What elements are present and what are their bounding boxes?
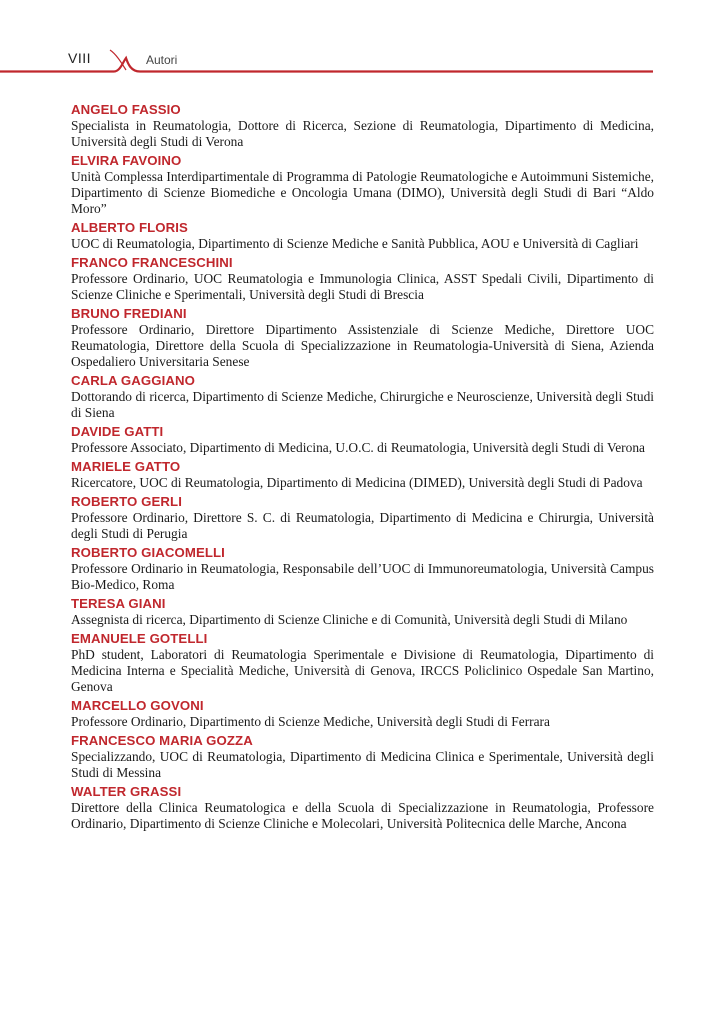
author-name: MARCELLO GOVONI [71, 698, 204, 713]
author-name: ELVIRA FAVOINO [71, 153, 182, 168]
author-name: ROBERTO GIACOMELLI [71, 545, 225, 560]
author-list [71, 101, 654, 834]
author-entry [71, 372, 654, 421]
author-entry [71, 219, 654, 252]
author-name: WALTER GRASSI [71, 784, 182, 799]
author-affiliation: Professore Associato, Dipartimento di Medicina, U.O.C. di Reumatologia, Università degli Studi di Verona [71, 440, 645, 455]
author-affiliation: Specialista in Reumatologia, Dottore di Ricerca, Sezione di Reumatologia, Dipartimento di Medicina, Università degli Studi di Verona [71, 118, 654, 149]
author-name: ALBERTO FLORIS [71, 220, 188, 235]
author-affiliation: Dottorando di ricerca, Dipartimento di Scienze Mediche, Chirurgiche e Neuroscienze, Università degli Studi di Siena [71, 389, 654, 420]
author-name: BRUNO FREDIANI [71, 306, 187, 321]
author-entry [71, 493, 654, 542]
author-affiliation: Unità Complessa Interdipartimentale di Programma di Patologie Reumatologiche e Autoimmuni Sistemiche, Dipartimento di Scienze Biomediche e Oncologia Umana (DIMO), Università degli Studi di Bari “Aldo Moro” [71, 169, 654, 216]
author-entry [71, 152, 654, 217]
author-entry [71, 458, 654, 491]
author-name: DAVIDE GATTI [71, 424, 164, 439]
page-number: VIII [68, 50, 92, 66]
author-affiliation: Ricercatore, UOC di Reumatologia, Dipartimento di Medicina (DIMED), Università degli Studi di Padova [71, 475, 643, 490]
author-affiliation: Professore Ordinario, UOC Reumatologia e Immunologia Clinica, ASST Spedali Civili, Dipartimento di Scienze Cliniche e Sperimentali, Università degli Studi di Brescia [71, 271, 654, 302]
author-name: ANGELO FASSIO [71, 102, 181, 117]
author-affiliation: Specializzando, UOC di Reumatologia, Dipartimento di Medicina Clinica e Sperimentale, Università degli Studi di Messina [71, 749, 654, 780]
author-entry [71, 101, 654, 150]
page-header [0, 0, 723, 80]
author-entry [71, 305, 654, 370]
author-entry [71, 544, 654, 593]
author-entry [71, 783, 654, 832]
author-affiliation: Professore Ordinario in Reumatologia, Responsabile dell’UOC di Immunoreumatologia, Università Campus Bio-Medico, Roma [71, 561, 654, 592]
author-name: EMANUELE GOTELLI [71, 631, 208, 646]
author-entry [71, 423, 654, 456]
author-affiliation: PhD student, Laboratori di Reumatologia Sperimentale e Divisione di Reumatologia, Dipartimento di Medicina Interna e Specialità Mediche, Università di Genova, IRCCS Policlinico Ospedale San Martino, Genova [71, 647, 654, 694]
author-affiliation: Assegnista di ricerca, Dipartimento di Scienze Cliniche e di Comunità, Università degli Studi di Milano [71, 612, 628, 627]
author-name: MARIELE GATTO [71, 459, 181, 474]
author-affiliation: Professore Ordinario, Direttore Dipartimento Assistenziale di Scienze Mediche, Direttore UOC Reumatologia, Direttore della Scuola di Specializzazione in Reumatologia-Università di Siena, Azienda Ospedaliero Universitaria Senese [71, 322, 654, 369]
author-name: CARLA GAGGIANO [71, 373, 195, 388]
author-name: ROBERTO GERLI [71, 494, 182, 509]
author-affiliation: Direttore della Clinica Reumatologica e della Scuola di Specializzazione in Reumatologia, Professore Ordinario, Dipartimento di Scienze Cliniche e Molecolari, Università Politecnica delle Marche, Ancona [71, 800, 654, 831]
author-name: TERESA GIANI [71, 596, 166, 611]
author-entry [71, 697, 654, 730]
author-entry [71, 254, 654, 303]
author-entry [71, 630, 654, 695]
author-entry [71, 595, 654, 628]
author-name: FRANCESCO MARIA GOZZA [71, 733, 253, 748]
author-entry [71, 732, 654, 781]
author-affiliation: Professore Ordinario, Dipartimento di Scienze Mediche, Università degli Studi di Ferrara [71, 714, 550, 729]
author-affiliation: UOC di Reumatologia, Dipartimento di Scienze Mediche e Sanità Pubblica, AOU e Università di Cagliari [71, 236, 639, 251]
section-label: Autori [146, 53, 178, 67]
author-name: FRANCO FRANCESCHINI [71, 255, 233, 270]
author-affiliation: Professore Ordinario, Direttore S. C. di Reumatologia, Dipartimento di Medicina e Chirurgia, Università degli Studi di Perugia [71, 510, 654, 541]
header-rule [0, 40, 723, 80]
